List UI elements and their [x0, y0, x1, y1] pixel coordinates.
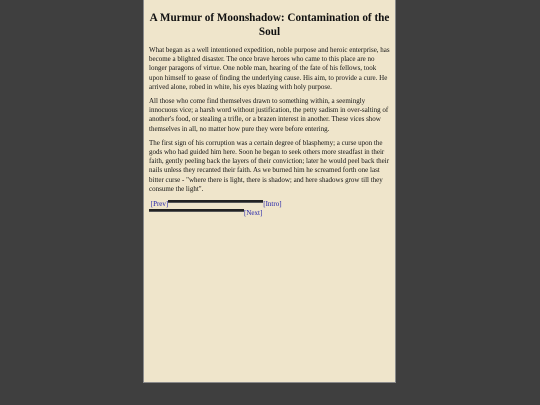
paragraph-3: The first sign of his corruption was a certain degree of blasphemy; a curse upon the gods who had guided him here. Soon he began to seek others more steadfast in their faith, gently peeling back the layers of their conviction; later he would peel back their nails unless they recanted their faith. As we burned him he screamed forth one last bitter curse - "where there is light, there is shadow; and here shadows grow till they consume the light". [149, 138, 390, 193]
page-title: A Murmur of Moonshadow: Contamination of the Soul [149, 12, 390, 38]
paragraph-1: What began as a well intentioned expedition, noble purpose and heroic enterprise, has become a blighted disaster. The once brave heroes who came to this place are no longer paragons of virtue. One noble man, hearing of the fate of his fellows, took upon himself to gease of finding the underlying cause. His aim, to provide a cure. He arrived alone, robed in white, his eyes blazing with holy purpose. [149, 46, 390, 91]
divider-rule [149, 209, 244, 212]
next-link[interactable]: [Next] [244, 209, 263, 218]
prev-link[interactable]: [Prev] [150, 200, 169, 209]
divider-rule [168, 200, 263, 203]
paragraph-2: All those who come find themselves drawn to something within, a seemingly innocuous vice; a harsh word without justification, the petty sadism in over-salting of another's food, or stealing a trifle, or a brazen interest in another. These vices show themselves in all, no matter how pure they were before entering. [149, 97, 389, 133]
intro-link[interactable]: [Intro] [263, 200, 282, 209]
navigation-bar [149, 200, 390, 218]
document-page [143, 0, 396, 383]
